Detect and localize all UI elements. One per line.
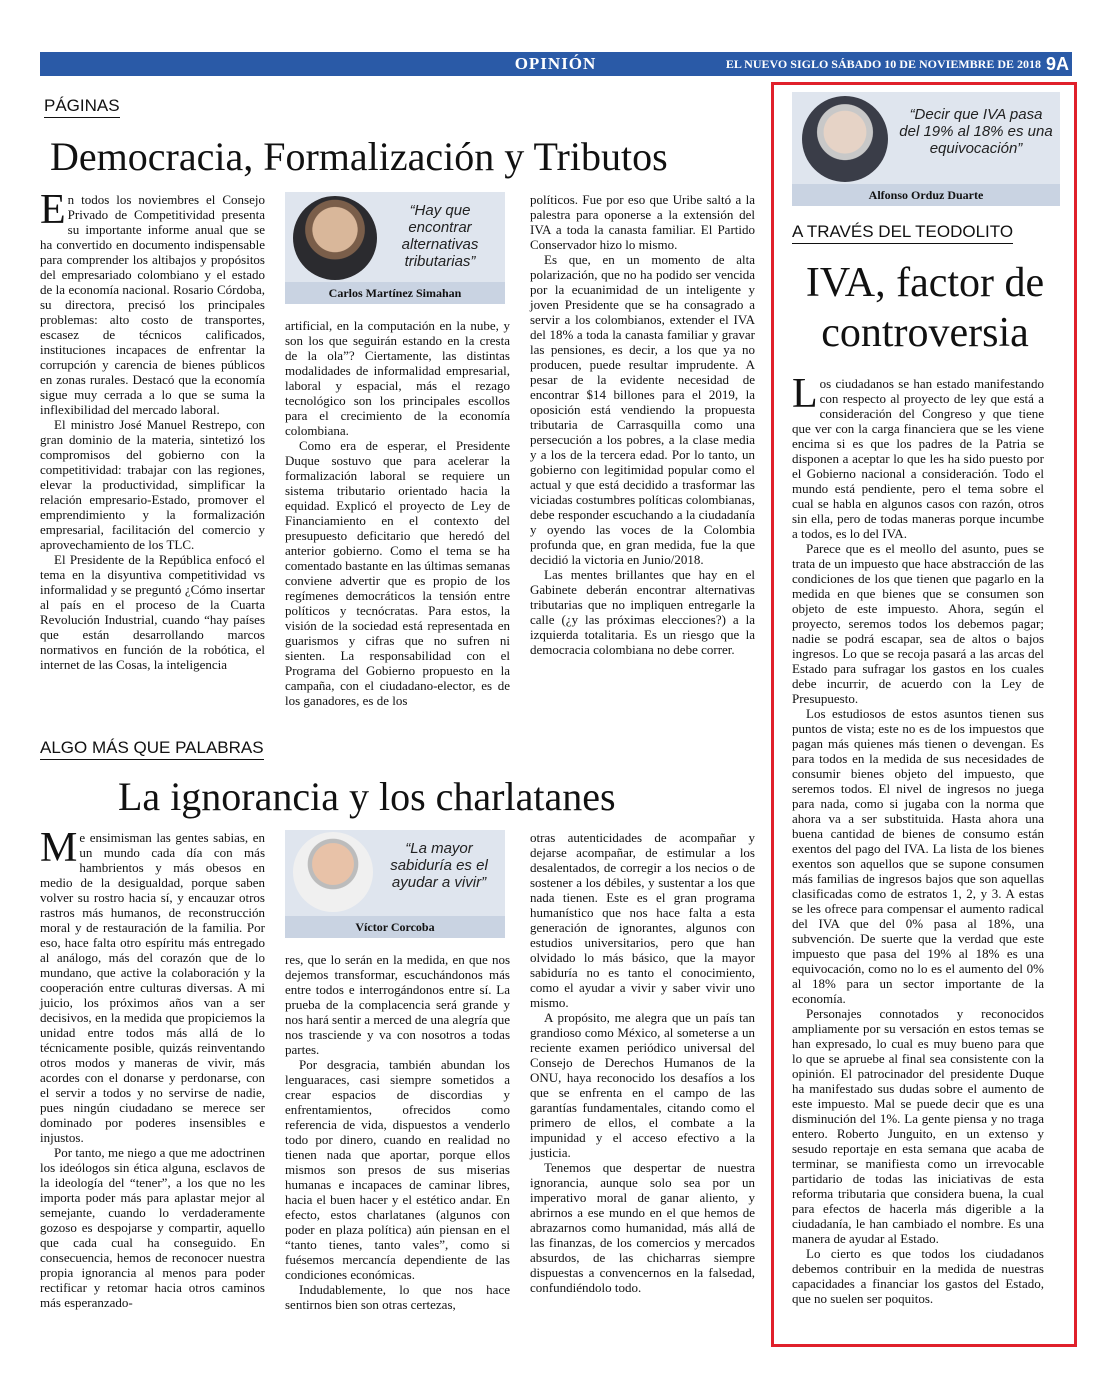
author-photo (293, 832, 373, 912)
article2-author: Víctor Corcoba (285, 916, 505, 938)
section-label: OPINIÓN (514, 54, 597, 73)
drop-cap: E (40, 187, 66, 233)
article1-quote: “Hay que encontrar alternativas tributarias” (401, 202, 479, 270)
article2-author-box (285, 830, 505, 938)
article2-col2: res, que lo serán en la medida, en que nos dejemos transformar, escuchándonos más entre todos e interrogándonos entre sí. La prueba de la complacencia será grande y nos hará sentir a merced de una alegría que nos trasciende y va con nosotros a todas partes. Por desgracia, también abundan los lenguaraces, casi siempre sometidos a crear espacios de discordias y enfrentamientos, ofrecidos como referencia de vida, dispuestos a venderlo todo por dinero, cuando en realidad no tienen nada que aportar, porque ellos mismos son presos de sus miserias humanas e incapaces de caminar libres, hacia el buen hacer y el estético andar. En efecto, estos charlatanes (algunos con poder en plaza política) aún piensan en el “tanto tienes, tanto vales”, como si fuésemos mercancía dependiente de las condiciones económicas. Indudablemente, lo que nos hace sentirnos bien son otras certezas, (285, 952, 510, 1312)
article1-author: Carlos Martínez Simahan (285, 282, 505, 304)
article1-col1: En todos los noviembres el Consejo Privado de Competitividad presenta su importante informe anual que se ha convertido en documento indispensable para comprender los altibajos y propósitos del empresariado colombiano y el estado de la economía nacional. Rosario Córdoba, su directora, precisó los principales problemas: alto costo de transportes, escasez de técnicos calificados, instituciones incapaces de enfrentar la corrupción y carencia de bienes públicos en zonas rurales. Destacó que la economía sigue muy cerrada a lo que se suma la inflexibilidad del mercado laboral. El ministro José Manuel Restrepo, con gran dominio de la materia, sintetizó los compromisos del gobierno con la competitividad: trabajar con las regiones, elevar la productividad, simplificar la relación empresario-Estado, promover el emprendimiento y la formalización empresarial, facilitación del comercio y aprovechamiento de los TLC. El Presidente de la República enfocó el tema en la disyuntiva competitividad vs informalidad y se preguntó ¿Cómo insertar al país en el proceso de la Cuarta Revolución Industrial, cuando “hay países que están desarrollando marcos normativos en función de la robótica, el internet de las Cosas, la inteligencia (40, 187, 265, 672)
article2-kicker: ALGO MÁS QUE PALABRAS (40, 738, 264, 760)
paper-date (726, 52, 1041, 76)
article2-col1: Me ensimisman las gentes sabias, en un mundo cada día con más hambrientos y más obesos en medio de la desigualdad, porque saben volver su rostro hacia sí, y encauzar otros rastros más humanos, de reconstrucción moral y de restauración de la familia. Por eso, hace falta otro espíritu más entregado al análogo, más del corazón que de lo mundano, que active la colaboración y la cooperación entre culturas diversas. A mi juicio, los próximos años van a ser decisivos, en la medida que propiciemos la unidad entre todos más allá de lo técnicamente posible, quizás reinventando otros modos y maneras de vivir, más acordes con el donarse y perdonarse, con el servir a todos y no servirse de nadie, pues ningún ciudadano se merece ser dominado por poderes insensibles e injustos. Por tanto, me niego a que me adoctrinen los ideólogos sin ética alguna, esclavos de la ideología del “tener”, a los que no les importa poder más para aplastar mejor al semejante, cuando lo verdaderamente gozoso es despojarse y compartir, aquello que cada cual ha conseguido. En consecuencia, hemos de reconocer nuestra propia ignorancia al menos para poder rectificar y retomar hacia otros caminos más esperanzado- (40, 825, 265, 1310)
article1-author-box (285, 192, 505, 304)
issue-date: SÁBADO 10 DE NOVIEMBRE DE 2018 (831, 57, 1041, 71)
article1-kicker: PÁGINAS (44, 96, 120, 118)
article3-author-box (792, 92, 1060, 206)
drop-cap: L (792, 371, 818, 417)
article3-author: Alfonso Orduz Duarte (792, 184, 1060, 206)
article1-col3: políticos. Fue por eso que Uribe saltó a la palestra para oponerse a la extensión del IVA a toda la canasta familiar. El Partido Conservador hizo lo mismo. Es que, en un momento de alta polarización, que no ha podido ser vencida por la ecuanimidad de un inteligente y joven Presidente que se ha consagrado a servir a los colombianos, extender el IVA del 18% a toda la canasta familiar y gravar las pensiones, es decir, a los que ya no producen, puede resultar imprudente. A pesar de la evidente necesidad de encontrar $14 billones para el 2019, la oposición está vendiendo la propuesta tributaria de Carrasquilla como una persecución a los pobres, a la clase media y a los de la tercera edad. Por lo tanto, un gobierno con legitimidad popular como el actual y que está decidido a trasformar las viciadas costumbres políticas colombianas, debe responder escuchando a la ciudadanía y oyendo las voces de la Colombia profunda que, en gran medida, fue la que decidió la victoria en Junio/2018. Las mentes brillantes que hay en el Gabinete deberán encontrar alternativas tributarias que no impliquen entregarle la calle (¿y las próximas elecciones?) a la izquierda totalitaria. Es un riesgo que la democracia colombiana no debe correr. (530, 192, 755, 657)
page-number: 9A (1045, 54, 1069, 74)
article3-body: Los ciudadanos se han estado manifestando con respecto al proyecto de ley que está a consideración del Congreso y que tiene que ver con la carga financiera que se les viene encima si es que los padres de la Patria se disponen a aceptar lo que les ha sido puesto por el Gobierno nacional a consideración. Todo el mundo está pendiente, pero el tema sobre el cual se habla en algunos casos con razón, otros sin ella, pero de todas maneras porque incumbe a todos, es lo del IVA. Parece que es el meollo del asunto, pues se trata de un impuesto que hace abstracción de las condiciones de los que tienen que pagarlo en la medida en que bienes que se consumen son objeto de este impuesto. Ahora, según el proyecto, seremos todos los debemos pagar; nadie se podrá escapar, sea de altos o bajos ingresos. Lo que se recoja pasará a las arcas del Estado para sufragar los gastos en los cuales debe incurrir, de acuerdo con la Ley de Presupuesto. Los estudiosos de estos asuntos tienen sus puntos de vista; este no es de los impuestos que pagan más quienes más tienen o devengan. Es para todos en la medida de sus necesidades de consumir bienes objeto del impuesto, que seremos todos. El nivel de ingresos no juega para nada, como si jugaba con la norma que ahora va a ser substituida. Hasta ahora una buena cantidad de bienes de consumo están exentos del pago del IVA. La lista de los bienes exentos son aquellos que se supone consumen más familias de ingresos bajos que son aquellas clasificadas como de estratos 1, 2, y 3. A estas se les ofrece para compensar el aumento radical del IVA que del 0% pasa al 18%, una subvención. De suerte que la verdad que este impuesto que pasa del 19% al 18% es una equivocación, como no lo es el aumento del 0% al 18% para un sector importante de la economía. Personajes connotados y reconocidos ampliamente por su versación en estos temas se han expresado, lo cual es muy bueno para que lo que se apruebe al final sea consistente con la opinión. El patrocinador del presidente Duque ha manifestado sus dudas sobre el aumento de este impuesto. Mal se puede decir que es una disminución del 1%. La gente piensa y no traga entero. Roberto Junguito, en un extenso y sesudo reportaje en esta semana que acaba de terminar, se manifiesta como un irrevocable partidario de todas las iniciativas de esta reforma tributaria que considera buena, la cual para efectos de hacerla más digerible a la ciudadanía, le han cambiado el nombre. Es una manera de ayudar al Estado. Lo cierto es que todos los ciudadanos debemos contribuir en la medida de nuestras capacidades a financiar los gastos del Estado, que no suelen ser poquitos. (792, 371, 1044, 1306)
article2-quote: “La mayor sabiduría es el ayudar a vivir” (390, 840, 488, 891)
article2-col3: otras autenticidades de acompañar y dejarse acompañar, de estimular a los desalentados, de corregir a los necios o de sostener a los débiles, y sustentar a los que nada tienen. Este es el gran programa humanístico que nos hace falta a esta generación de ignorantes, algunos con estudios universitarios, pero que han olvidado lo más básico, que la mayor sabiduría no es tanto el conocimiento, como el ayudar a vivir y saber vivir uno mismo. A propósito, me alegra que un país tan grandioso como México, al someterse a un reciente examen periódico universal del Consejo de Derechos Humanos de la ONU, haya reconocido los desafíos a los que se enfrenta en el campo de las garantías fundamentales, citando como el primero de ellos, el combate a la impunidad y el acceso efectivo a la justicia. Tenemos que despertar de nuestra ignorancia, aunque solo sea por un imperativo moral de ganar aliento, y abrirnos a ese mundo en el que hemos de abrazarnos como humanidad, más allá de las finanzas, de los comercios y mercados absurdos, de las chicharras siempre dispuestas a convencernos en la falsedad, confundiéndolo todo. (530, 830, 755, 1295)
author-photo (293, 196, 377, 280)
article3-title-line2: controversia (821, 310, 1029, 356)
article1-col2: artificial, en la computación en la nube, y son los que seguirán estando en la cresta de la ola”? Ciertamente, las distintas modalidades de informalidad empresarial, laboral y espacial, más el rezago tecnológico son los principales escollos para el crecimiento de la economía colombiana. Como era de esperar, el Presidente Duque sostuvo que para acelerar la formalización laboral se requiere un sistema tributario orientado hacia la equidad. Explicó el proyecto de Ley de Financiamiento en el contexto del presupuesto deficitario que heredó del anterior gobierno. Como el tema se ha comentado bastante en las últimas semanas conviene advertir que es propio de los regímenes democráticos la tensión entre políticos y tecnócratas. Para estos, la visión de la sociedad está representada en guarismos y cifras que no sufren ni sienten. La responsabilidad con el Programa del Gobierno propuesto en la campaña, con el ciudadano-elector, es de los ganadores, es de los (285, 318, 510, 708)
author-photo (802, 96, 888, 182)
article3-title (780, 258, 1070, 358)
paper-name: EL NUEVO SIGLO (725, 57, 829, 71)
article3-quote: “Decir que IVA pasa del 19% al 18% es una equivocación” (899, 106, 1053, 157)
article2-title: La ignorancia y los charlatanes (118, 774, 616, 819)
article1-title: Democracia, Formalización y Tributos (50, 134, 668, 179)
drop-cap: M (40, 825, 78, 871)
article3-kicker: A TRAVÉS DEL TEODOLITO (792, 222, 1013, 244)
article3-title-line1: IVA, factor de (805, 260, 1045, 306)
